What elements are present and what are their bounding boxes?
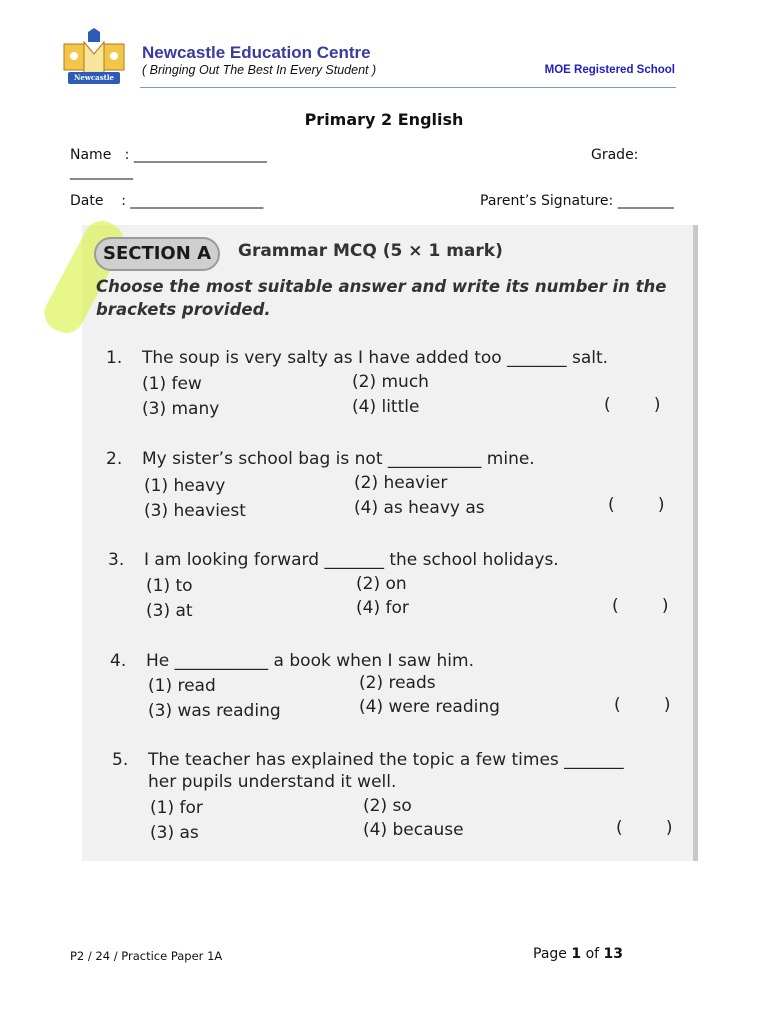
section-badge: SECTION A (94, 237, 220, 271)
paper-title: Primary 2 English (304, 110, 464, 129)
name-field: Name : ___________________ (70, 147, 267, 163)
option: (4) because (363, 820, 464, 840)
option: (4) little (352, 397, 420, 417)
logo-text: Newcastle (74, 73, 114, 82)
scan-edge (693, 225, 698, 861)
option: (1) read (148, 676, 216, 696)
school-tagline: ( Bringing Out The Best In Every Student ) (142, 63, 377, 77)
option: (1) to (146, 576, 193, 596)
answer-brackets[interactable]: ( ) (614, 695, 671, 715)
answer-brackets[interactable]: ( ) (608, 495, 665, 515)
question-number: 2. (106, 449, 123, 469)
option: (2) reads (359, 673, 436, 693)
of-word: of (585, 946, 600, 962)
question-stem: The soup is very salty as I have added too _______ salt. (142, 348, 609, 368)
school-name: Newcastle Education Centre (142, 43, 371, 62)
answer-brackets[interactable]: ( ) (604, 395, 661, 415)
header-divider (140, 87, 676, 88)
grade-line: _________ (70, 164, 133, 180)
option: (4) were reading (359, 697, 500, 717)
question-stem: My sister’s school bag is not ___________ mine. (142, 449, 535, 469)
page-number: 1 (571, 946, 582, 962)
option: (1) few (142, 374, 202, 394)
signature-field: Parent’s Signature: ________ (480, 193, 674, 209)
page-word: Page (533, 946, 567, 962)
page-total: 13 (603, 946, 623, 962)
option: (3) heaviest (144, 501, 246, 521)
question-5-continued: her pupils understand it well. (148, 772, 397, 792)
question-stem: The teacher has explained the topic a few times _______ (148, 750, 624, 770)
instructions: Choose the most suitable answer and write its number in the brackets provided. (96, 277, 667, 319)
question-number: 3. (108, 550, 125, 570)
answer-brackets[interactable]: ( ) (616, 818, 673, 838)
school-logo (62, 28, 126, 88)
option: (2) much (352, 372, 429, 392)
question-number: 1. (106, 348, 123, 368)
option: (3) as (150, 823, 199, 843)
answer-brackets[interactable]: ( ) (612, 596, 669, 616)
option: (3) many (142, 399, 220, 419)
section-title: Grammar MCQ (5 × 1 mark) (238, 241, 503, 261)
option: (3) was reading (148, 701, 281, 721)
question-stem: He ___________ a book when I saw him. (146, 651, 474, 671)
option: (2) on (356, 574, 407, 594)
option: (1) heavy (144, 476, 226, 496)
grade-field: Grade: (591, 147, 639, 163)
option: (2) heavier (354, 473, 448, 493)
option: (1) for (150, 798, 203, 818)
footer-paper-code: P2 / 24 / Practice Paper 1A (70, 949, 223, 963)
registration-label: MOE Registered School (544, 64, 675, 76)
question-number: 4. (110, 651, 127, 671)
question-number: 5. (112, 750, 129, 770)
option: (2) so (363, 796, 412, 816)
page-indicator (533, 946, 623, 962)
option: (4) for (356, 598, 409, 618)
option: (4) as heavy as (354, 498, 485, 518)
question-stem: I am looking forward _______ the school holidays. (144, 550, 559, 570)
date-field: Date : ___________________ (70, 193, 264, 209)
worksheet-scan (82, 225, 698, 861)
option: (3) at (146, 601, 193, 621)
